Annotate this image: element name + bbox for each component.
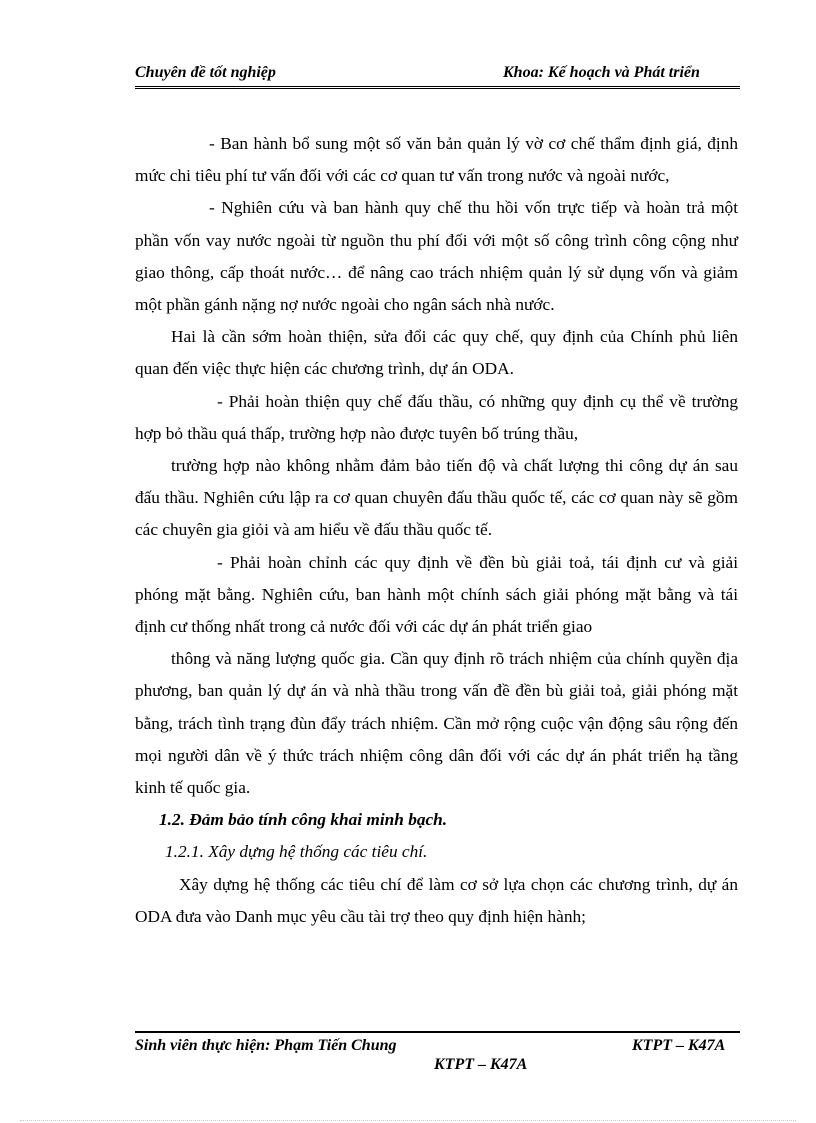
header-rule (135, 86, 740, 89)
subsection-heading: 1.2.1. Xây dựng hệ thống các tiêu chí. (165, 842, 428, 862)
footer-class-right: KTPT – K47A (632, 1037, 726, 1054)
paragraph: - Nghiên cứu và ban hành quy chế thu hồi vốn trực tiếp và hoàn trả một phần vốn vay nước ngoài từ nguồn thu phí đối với một số công trình công cộng như giao thông, cấp thoát nước… để nâng cao trách nhiệm quản lý sử dụng vốn và giảm một phần gánh nặng nợ nước ngoài cho ngân sách nhà nước. (135, 198, 738, 315)
header-left: Chuyên đề tốt nghiệp (135, 64, 276, 81)
paragraph: trường hợp nào không nhằm đảm bảo tiến độ và chất lượng thi công dự án sau đấu thầu. Nghiên cứu lập ra cơ quan chuyên đấu thầu quốc tế, các cơ quan này sẽ gồm các chuyên gia giỏi và am hiểu về đấu thầu quốc tế. (135, 456, 738, 540)
footer-student: Sinh viên thực hiện: Phạm Tiến Chung (135, 1037, 397, 1054)
paragraph: thông và năng lượng quốc gia. Cần quy định rõ trách nhiệm của chính quyền địa phương, ban quản lý dự án và nhà thầu trong vấn đề đền bù giải toả, giải phóng mặt bằng, trách tình trạng đùn đẩy trách nhiệm. Cần mở rộng cuộc vận động sâu rộng đến mọi người dân về ý thức trách nhiệm công dân đối với các dự án phát triển hạ tầng kinh tế quốc gia. (135, 649, 738, 798)
paragraph: - Phải hoàn thiện quy chế đấu thầu, có những quy định cụ thể về trường hợp bỏ thầu quá thấp, trường hợp nào được tuyên bố trúng thầu, (135, 391, 738, 443)
paragraph: Xây dựng hệ thống các tiêu chí để làm cơ sở lựa chọn các chương trình, dự án ODA đưa vào Danh mục yêu cầu tài trợ theo quy định hiện hành; (135, 874, 738, 926)
footer-rule (135, 1031, 740, 1033)
paragraph: - Phải hoàn chỉnh các quy định về đền bù giải toả, tái định cư và giải phóng mặt bằng. Nghiên cứu, ban hành một chính sách giải phóng mặt bằng và tái định cư thống nhất trong cả nước đối với các dự án phát triển giao (135, 552, 738, 637)
paragraph: Hai là cần sớm hoàn thiện, sửa đổi các quy chế, quy định của Chính phủ liên quan đến việc thực hiện các chương trình, dự án ODA. (135, 327, 738, 379)
footer-class-center: KTPT – K47A (434, 1056, 528, 1073)
document-body (135, 128, 738, 933)
section-heading: 1.2. Đảm bảo tính công khai minh bạch. (159, 810, 448, 830)
header-right: Khoa: Kế hoạch và Phát triển (503, 64, 700, 81)
page-edge (20, 1120, 796, 1121)
paragraph: - Ban hành bổ sung một số văn bản quản lý vờ cơ chế thẩm định giá, định mức chi tiêu phí tư vấn đối với các cơ quan tư vấn trong nước và ngoài nước, (135, 134, 738, 186)
